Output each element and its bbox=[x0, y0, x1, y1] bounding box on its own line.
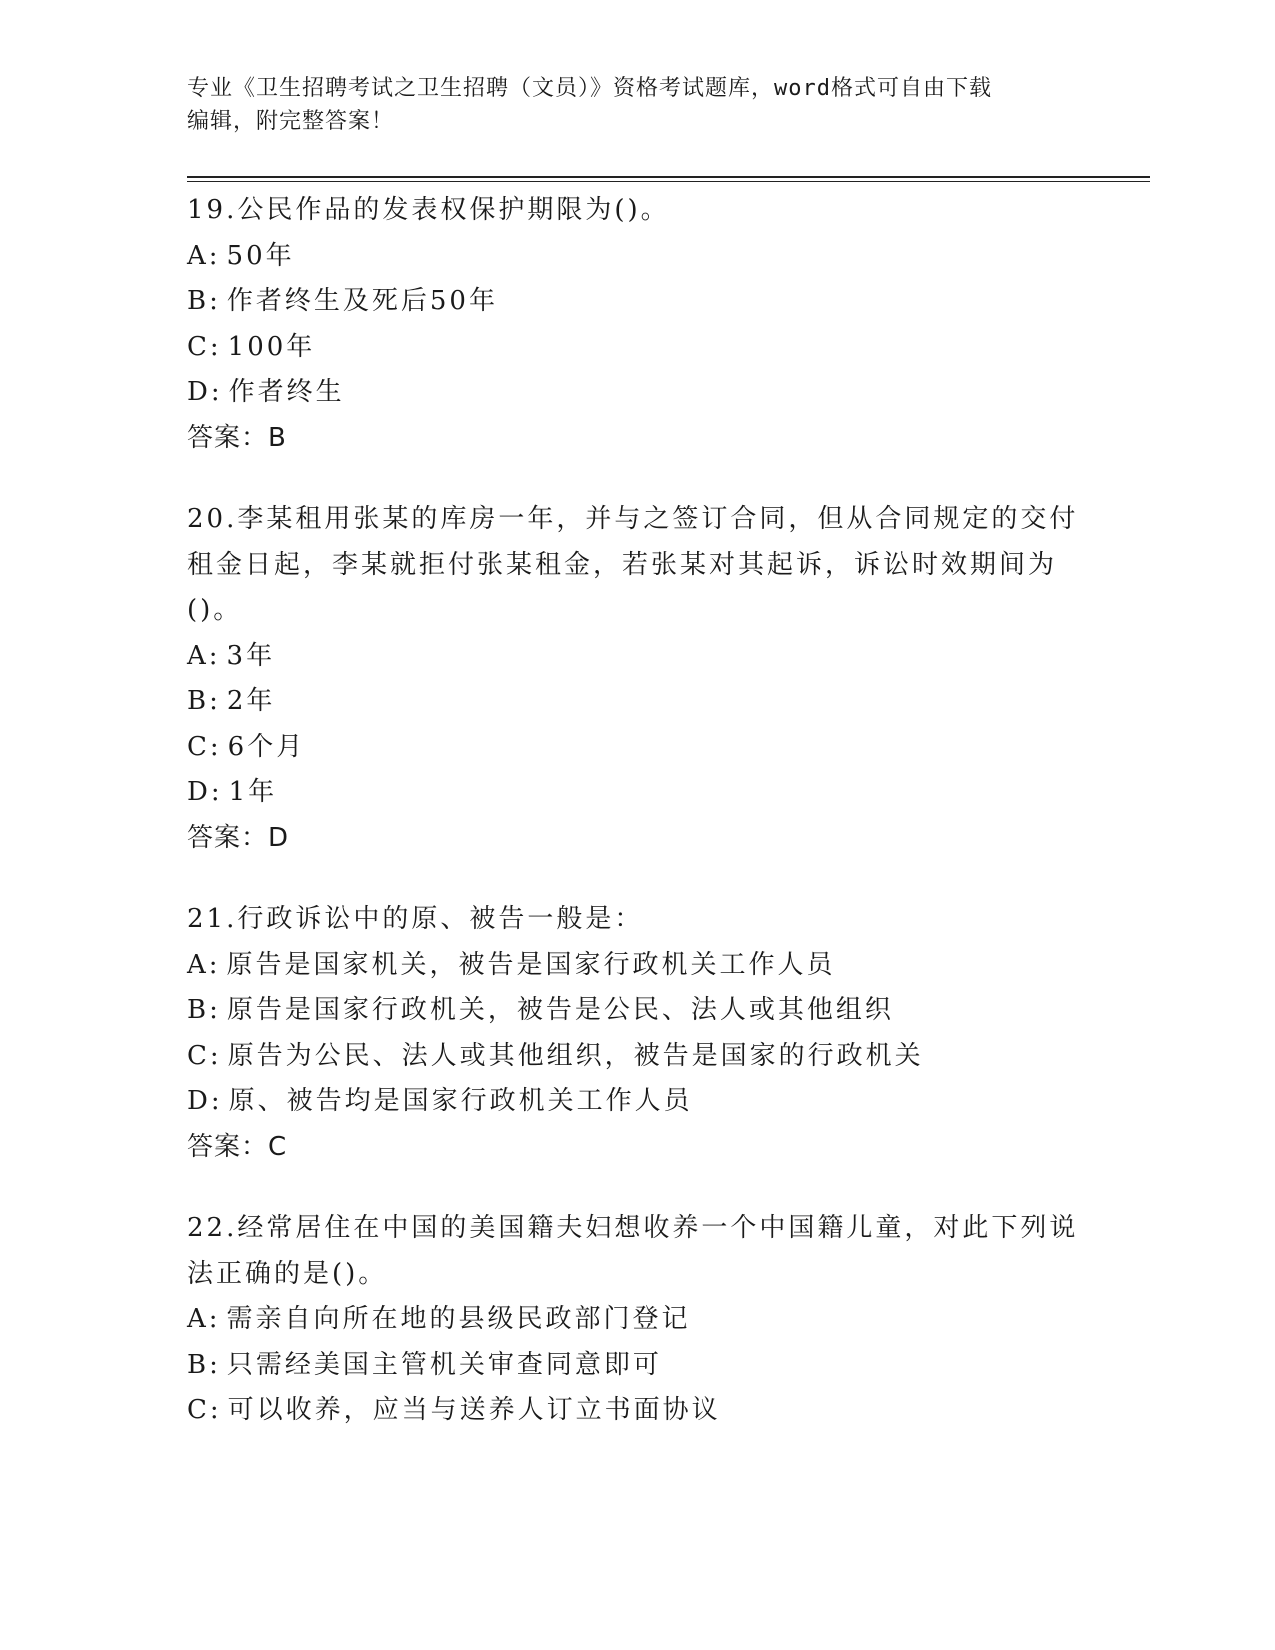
option-text: 3年 bbox=[226, 640, 276, 671]
question-list bbox=[187, 188, 1087, 1470]
option-letter: D: bbox=[187, 1086, 223, 1116]
option-text: 可以收养，应当与送养人订立书面协议 bbox=[227, 1395, 721, 1425]
option-text: 原、被告均是国家行政机关工作人员 bbox=[228, 1086, 693, 1116]
answer-line: 答案：D bbox=[187, 822, 290, 853]
option-text: 只需经美国主管机关审查同意即可 bbox=[226, 1349, 662, 1380]
option-letter: B: bbox=[187, 995, 221, 1025]
header-line-2: 编辑，附完整答案！ bbox=[187, 109, 395, 134]
option-c bbox=[187, 1034, 1087, 1080]
option-text: 1年 bbox=[228, 777, 278, 807]
option-letter: D: bbox=[187, 377, 223, 407]
question-19 bbox=[187, 188, 1087, 461]
answer-line: 答案：C bbox=[187, 1131, 288, 1162]
option-a bbox=[187, 234, 1087, 280]
option-letter: A: bbox=[187, 240, 221, 271]
option-letter: C: bbox=[187, 1040, 222, 1071]
option-letter: C: bbox=[187, 1395, 222, 1425]
option-letter: A: bbox=[187, 640, 221, 671]
option-letter: C: bbox=[187, 331, 222, 362]
question-text: 21.行政诉讼中的原、被告一般是： bbox=[187, 904, 644, 934]
option-text: 100年 bbox=[227, 331, 316, 362]
option-text: 需亲自向所在地的县级民政部门登记 bbox=[226, 1304, 691, 1334]
question-20 bbox=[187, 497, 1087, 861]
option-a bbox=[187, 634, 1087, 680]
option-b bbox=[187, 679, 1087, 725]
option-d bbox=[187, 370, 1087, 416]
header-divider-thin bbox=[187, 181, 1150, 182]
option-a bbox=[187, 1297, 1087, 1343]
option-text: 作者终生及死后50年 bbox=[226, 286, 498, 316]
option-a bbox=[187, 943, 1087, 989]
answer-line: 答案：B bbox=[187, 422, 287, 453]
option-letter: A: bbox=[187, 1304, 221, 1334]
question-21 bbox=[187, 897, 1087, 1170]
question-text: 20.李某租用张某的库房一年，并与之签订合同，但从合同规定的交付租金日起，李某就拒付张某租金，若张某对其起诉，诉讼时效期间为()。 bbox=[187, 504, 1079, 625]
option-text: 50年 bbox=[226, 240, 295, 271]
option-c bbox=[187, 1388, 1087, 1434]
option-c bbox=[187, 725, 1087, 771]
option-text: 作者终生 bbox=[228, 377, 345, 407]
option-text: 6个月 bbox=[227, 731, 306, 762]
option-letter: B: bbox=[187, 286, 221, 316]
option-letter: A: bbox=[187, 949, 221, 980]
option-text: 原告为公民、法人或其他组织，被告是国家的行政机关 bbox=[227, 1040, 924, 1071]
option-letter: D: bbox=[187, 777, 223, 807]
option-c bbox=[187, 325, 1087, 371]
question-text: 22.经常居住在中国的美国籍夫妇想收养一个中国籍儿童，对此下列说法正确的是()。 bbox=[187, 1213, 1079, 1289]
option-b bbox=[187, 1343, 1087, 1389]
option-letter: B: bbox=[187, 686, 221, 716]
header-line-1: 专业《卫生招聘考试之卫生招聘（文员）》资格考试题库，word格式可自由下载 bbox=[187, 76, 992, 101]
option-letter: B: bbox=[187, 1349, 221, 1380]
question-text: 19.公民作品的发表权保护期限为()。 bbox=[187, 195, 670, 225]
option-d bbox=[187, 770, 1087, 816]
option-text: 原告是国家行政机关，被告是公民、法人或其他组织 bbox=[226, 995, 894, 1025]
option-text: 原告是国家机关，被告是国家行政机关工作人员 bbox=[226, 949, 836, 980]
question-22 bbox=[187, 1206, 1087, 1434]
option-b bbox=[187, 988, 1087, 1034]
option-letter: C: bbox=[187, 731, 222, 762]
option-text: 2年 bbox=[226, 686, 276, 716]
option-d bbox=[187, 1079, 1087, 1125]
document-header bbox=[187, 72, 1087, 138]
header-divider bbox=[187, 176, 1150, 178]
option-b bbox=[187, 279, 1087, 325]
